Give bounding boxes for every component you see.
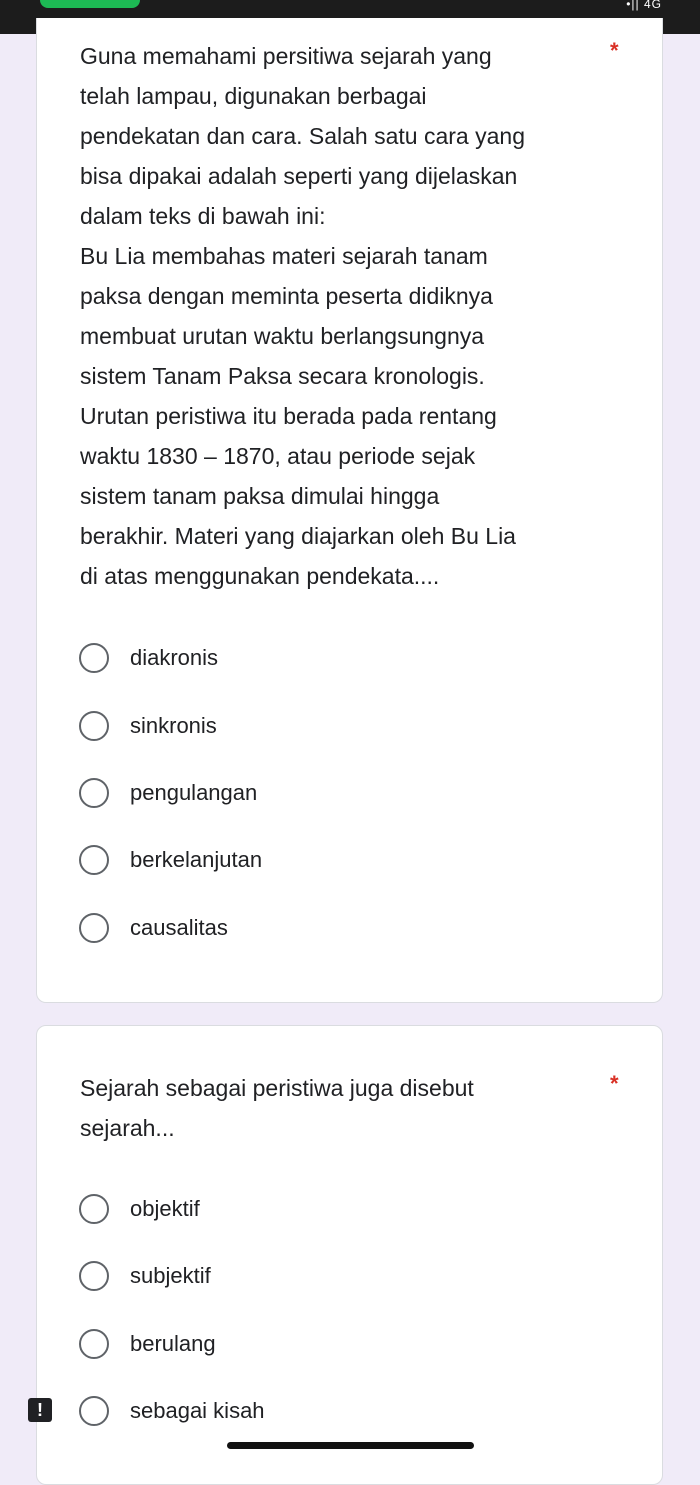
question-2-text: Sejarah sebagai peristiwa juga disebut sejarah... <box>80 1075 474 1141</box>
radio-button[interactable] <box>79 1396 109 1426</box>
option-label: subjektif <box>130 1263 211 1288</box>
option-label: objektif <box>130 1196 200 1221</box>
option-berulang[interactable] <box>79 1322 599 1366</box>
option-label: berulang <box>130 1331 216 1356</box>
option-objektif[interactable] <box>79 1187 599 1231</box>
question-card-1 <box>36 18 663 1003</box>
option-sebagai-kisah[interactable] <box>79 1389 599 1433</box>
radio-button[interactable] <box>79 913 109 943</box>
option-label: causalitas <box>130 915 228 940</box>
alert-icon[interactable]: ! <box>28 1398 52 1422</box>
radio-button[interactable] <box>79 711 109 741</box>
question-card-2 <box>36 1025 663 1485</box>
required-asterisk: * <box>610 38 619 63</box>
option-sinkronis[interactable] <box>79 704 599 748</box>
radio-button[interactable] <box>79 1329 109 1359</box>
radio-button[interactable] <box>79 778 109 808</box>
option-label: sinkronis <box>130 713 217 738</box>
radio-button[interactable] <box>79 1261 109 1291</box>
radio-button[interactable] <box>79 1194 109 1224</box>
option-causalitas[interactable] <box>79 906 599 950</box>
radio-button[interactable] <box>79 845 109 875</box>
option-pengulangan[interactable] <box>79 771 599 815</box>
option-subjektif[interactable] <box>79 1254 599 1298</box>
option-berkelanjutan[interactable] <box>79 838 599 882</box>
status-indicators: •|| 4G <box>626 0 662 11</box>
home-indicator[interactable] <box>227 1442 474 1449</box>
option-diakronis[interactable] <box>79 636 599 680</box>
option-label: berkelanjutan <box>130 847 263 872</box>
option-label: pengulangan <box>130 780 258 805</box>
radio-button[interactable] <box>79 643 109 673</box>
active-call-pill[interactable] <box>40 0 140 8</box>
option-label: sebagai kisah <box>130 1398 265 1423</box>
question-1-text: Guna memahami persitiwa sejarah yang telah lampau, digunakan berbagai pendekatan dan cara. Salah satu cara yang bisa dipakai adalah seperti yang dijelaskan dalam teks di bawah ini: Bu Lia membahas materi sejarah tanam paksa dengan meminta peserta didiknya membuat urutan waktu berlangsungnya sistem Tanam Paksa secara kronologis. Urutan peristiwa itu berada pada rentang waktu 1830 – 1870, atau periode sejak sistem tanam paksa dimulai hingga berakhir. Materi yang diajarkan oleh Bu Lia di atas menggunakan pendekata.... <box>80 43 525 589</box>
option-label: diakronis <box>130 645 219 670</box>
required-asterisk: * <box>610 1071 619 1096</box>
